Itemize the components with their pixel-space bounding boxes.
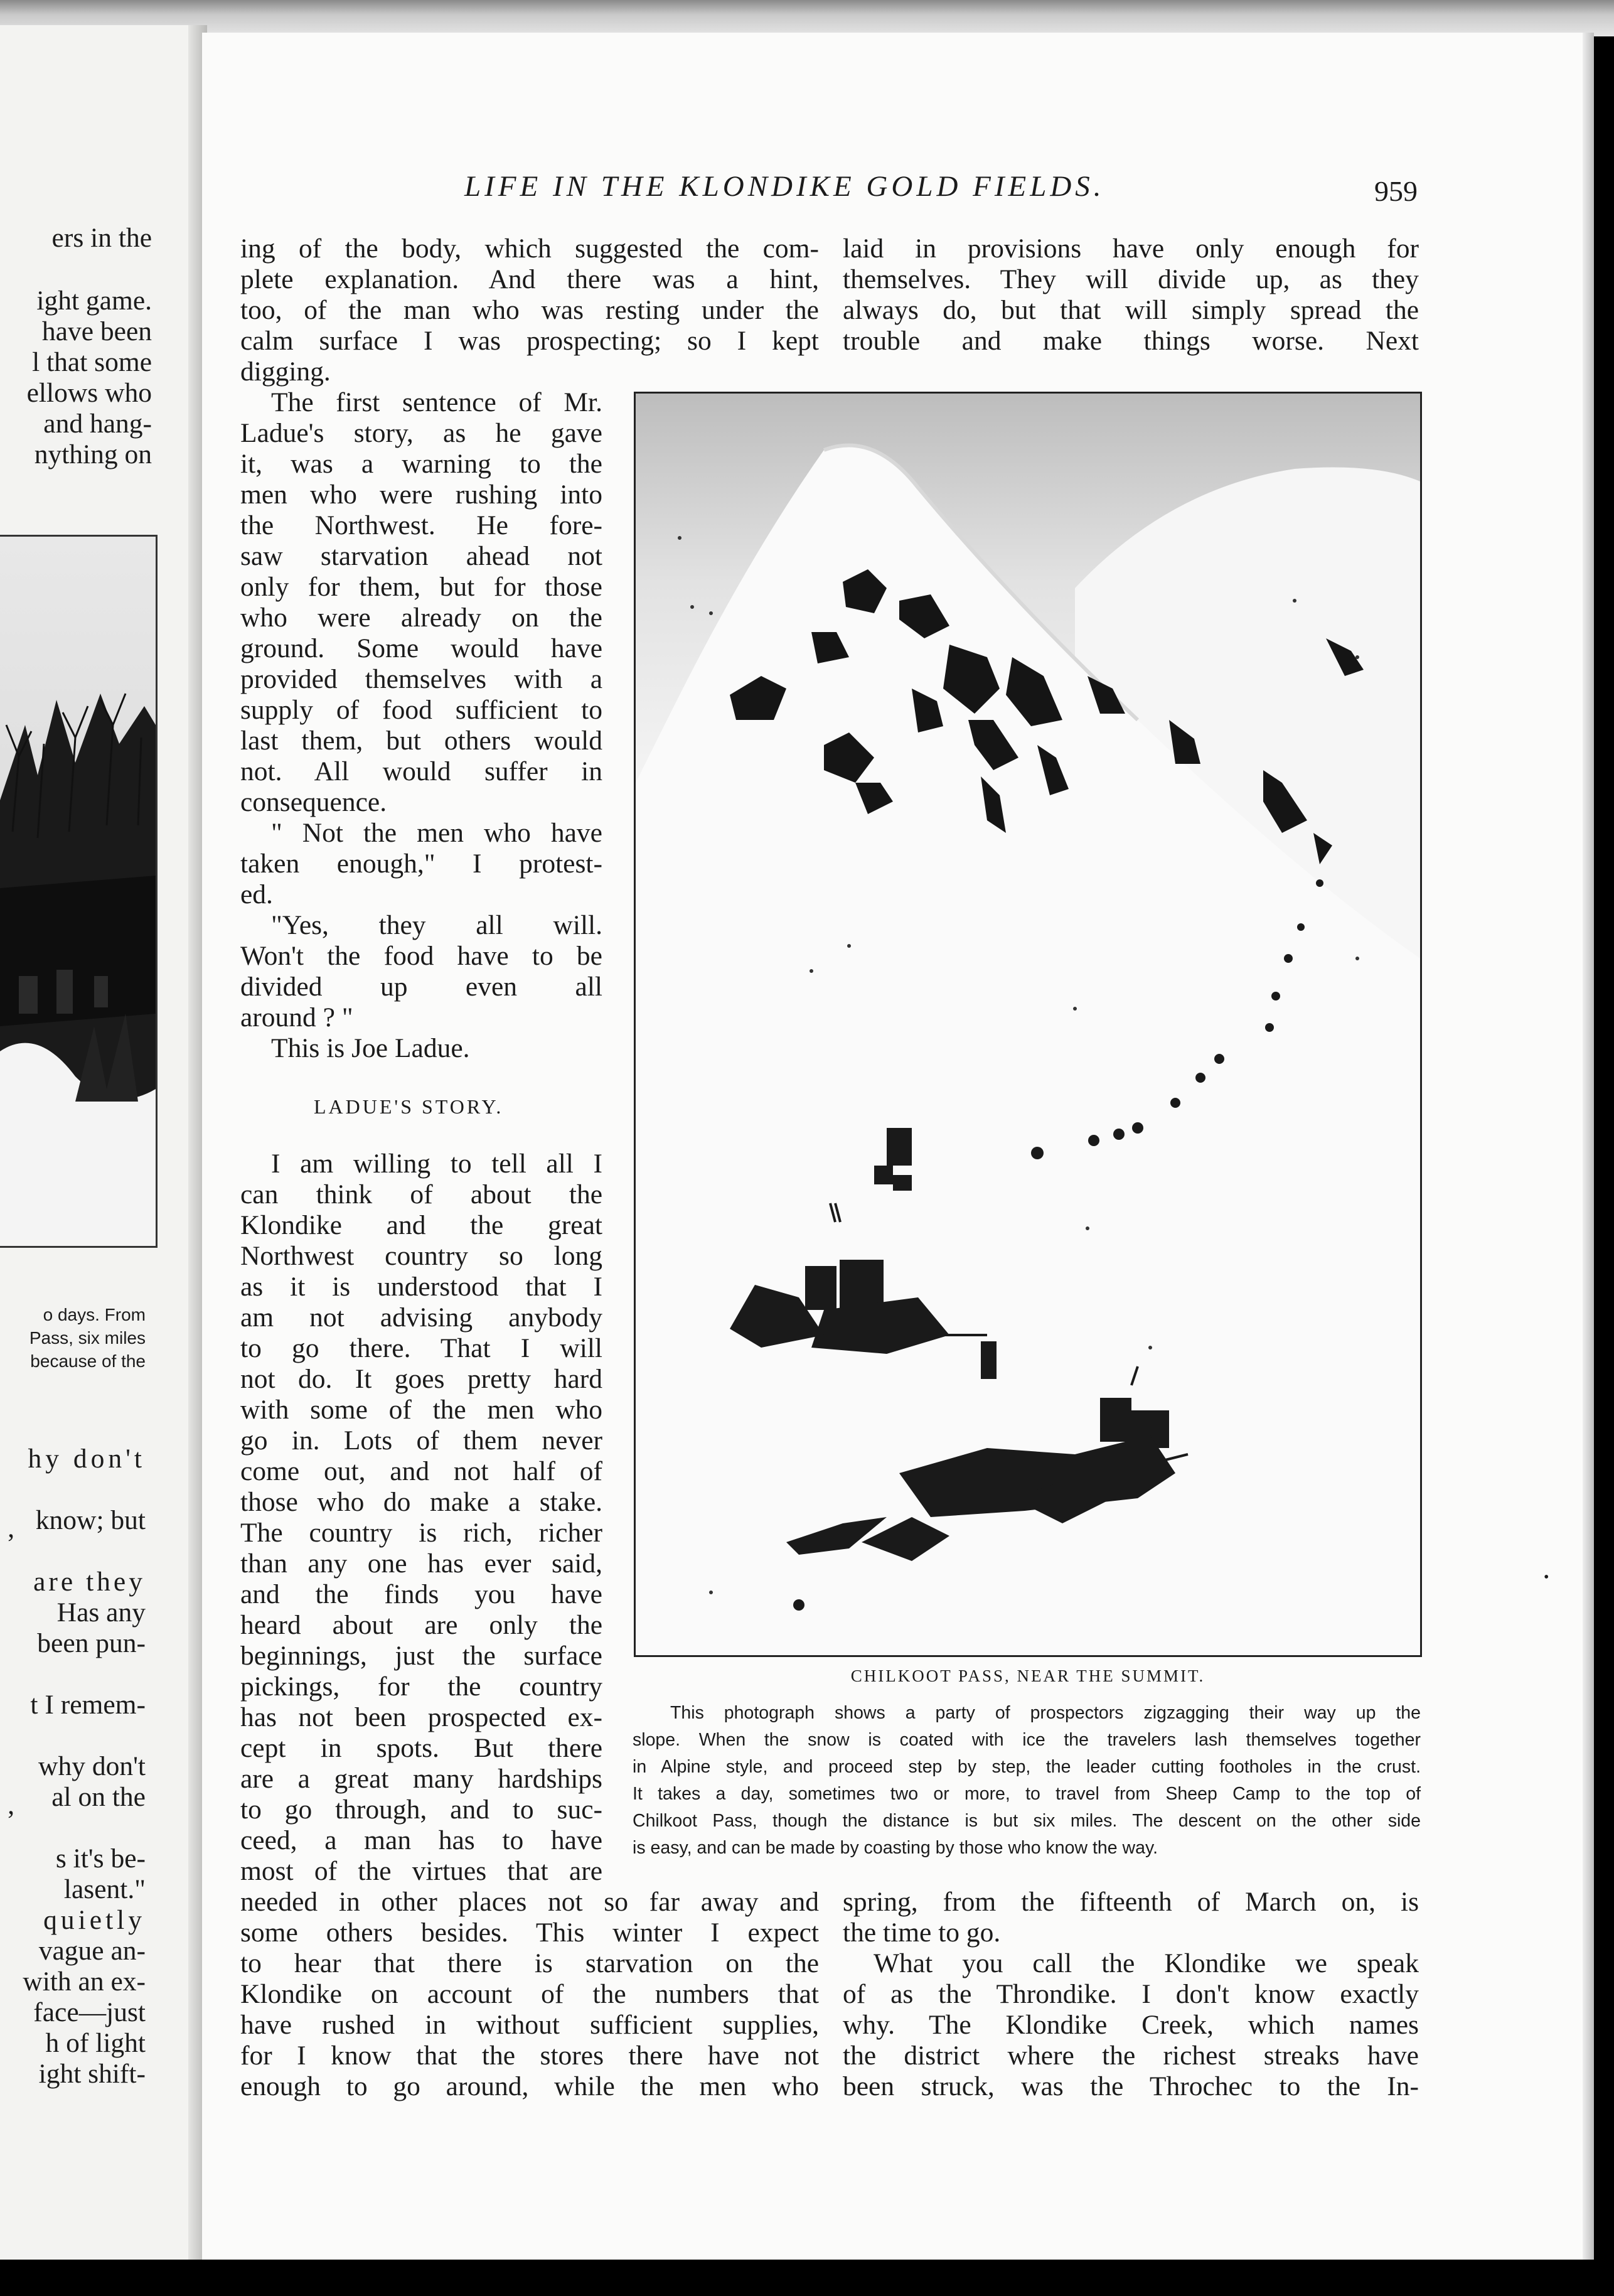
text-line: cept in spots. But there — [240, 1733, 602, 1763]
text-line: can think of about the — [240, 1179, 602, 1210]
text-line: heard about are only the — [240, 1610, 602, 1640]
left-line: quietly — [43, 1905, 146, 1935]
left-line: with an ex- — [23, 1966, 146, 1997]
text-line: supply of food sufficient to — [240, 695, 602, 725]
section-heading: LADUE'S STORY. — [314, 1095, 504, 1118]
text-line: Ladue's story, as he gave — [240, 418, 602, 448]
text-line: The country is rich, richer — [240, 1518, 602, 1548]
text-line: only for them, but for those — [240, 572, 602, 602]
text-line: of as the Throndike. I don't know exactly — [843, 1979, 1419, 2009]
text-line: enough to go around, while the men who — [240, 2071, 819, 2101]
text-line: not do. It goes pretty hard — [240, 1364, 602, 1394]
text-line: to go there. That I will — [240, 1333, 602, 1363]
left-line: al on the — [51, 1782, 146, 1812]
running-head: LIFE IN THE KLONDIKE GOLD FIELDS. — [464, 170, 1105, 203]
text-line: ing of the body, which suggested the com- — [240, 233, 819, 264]
text-line: themselves. They will divide up, as they — [843, 264, 1419, 294]
text-line: trouble and make things worse. Next — [843, 326, 1419, 356]
left-page-photo — [0, 535, 158, 1248]
text-line: as it is understood that I — [240, 1272, 602, 1302]
text-line: go in. Lots of them never — [240, 1425, 602, 1456]
text-line: are a great many hardships — [240, 1764, 602, 1794]
text-line: has not been prospected ex- — [240, 1702, 602, 1732]
left-line: lasent." — [63, 1874, 146, 1904]
caption-line: It takes a day, sometimes two or more, to travel from Sheep Camp to the top of — [633, 1784, 1421, 1804]
text-line: taken enough," I protest- — [240, 849, 602, 879]
text-line: who were already on the — [240, 603, 602, 633]
text-line: with some of the men who — [240, 1395, 602, 1425]
left-line: h of light — [45, 2028, 146, 2058]
text-line: than any one has ever said, — [240, 1548, 602, 1579]
scan-top-edge — [0, 0, 1614, 36]
left-line: why don't — [38, 1751, 146, 1781]
left-line: t I remem- — [30, 1690, 146, 1720]
text-line: and the finds you have — [240, 1579, 602, 1609]
left-line: s it's be- — [55, 1843, 146, 1874]
text-line: not. All would suffer in — [240, 756, 602, 786]
left-line: and hang- — [43, 409, 152, 439]
text-line: What you call the Klondike we speak — [874, 1948, 1419, 1978]
left-line: ’ — [6, 1528, 16, 1558]
text-line: needed in other places not so far away and — [240, 1887, 819, 1917]
text-line: it, was a warning to the — [240, 449, 602, 479]
text-line: provided themselves with a — [240, 664, 602, 694]
text-line: am not advising anybody — [240, 1302, 602, 1333]
left-line: ellows who — [26, 378, 152, 408]
caption-line: This photograph shows a party of prospectors zigzagging their way up the — [670, 1703, 1421, 1723]
left-caption-line: because of the — [30, 1351, 146, 1371]
left-line: nything on — [34, 439, 152, 469]
scan-bottom-edge — [0, 2260, 1614, 2296]
text-line: those who do make a stake. — [240, 1487, 602, 1517]
text-line: "Yes, they all will. — [271, 910, 602, 940]
caption-line: slope. When the snow is coated with ice the travelers lash themselves together — [633, 1730, 1421, 1750]
left-line: vague an- — [38, 1936, 146, 1966]
left-line: ’ — [6, 1805, 16, 1835]
text-line: ceed, a man has to have — [240, 1825, 602, 1855]
text-line: men who were rushing into — [240, 480, 602, 510]
text-line: around ? " — [240, 1002, 353, 1033]
text-line: the time to go. — [843, 1918, 1001, 1948]
text-line: ground. Some would have — [240, 633, 602, 663]
left-caption-line: o days. From — [43, 1305, 146, 1324]
chilkoot-pass-photo — [634, 392, 1422, 1657]
text-line: to go through, and to suc- — [240, 1794, 602, 1825]
text-line: saw starvation ahead not — [240, 541, 602, 571]
left-line: Has any — [56, 1597, 146, 1628]
left-line: ight shift- — [38, 2059, 146, 2089]
text-line: This is Joe Ladue. — [271, 1033, 470, 1063]
text-line: I am willing to tell all I — [271, 1149, 602, 1179]
text-line: always do, but that will simply spread the — [843, 295, 1419, 325]
left-line: know; but — [35, 1505, 146, 1535]
caption-line: in Alpine style, and proceed step by step, the leader cutting footholes in the crust. — [633, 1757, 1421, 1777]
text-line: calm surface I was prospecting; so I kept — [240, 326, 819, 356]
photo-caption-title: CHILKOOT PASS, NEAR THE SUMMIT. — [850, 1666, 1205, 1685]
left-line: l that some — [32, 347, 152, 377]
text-line: spring, from the fifteenth of March on, is — [843, 1887, 1419, 1917]
text-line: The first sentence of Mr. — [271, 387, 602, 417]
text-line: pickings, for the country — [240, 1671, 602, 1702]
text-line: laid in provisions have only enough for — [843, 233, 1419, 264]
caption-line: Chilkoot Pass, though the distance is but six miles. The descent on the other side — [633, 1811, 1421, 1831]
text-line: some others besides. This winter I expect — [240, 1918, 819, 1948]
left-line: face—just — [33, 1997, 146, 2027]
page-right-edge — [1583, 33, 1594, 2260]
text-line: the district where the richest streaks have — [843, 2041, 1419, 2071]
text-line: Won't the food have to be — [240, 941, 602, 971]
caption-line: is easy, and can be made by coasting by those who know the way. — [633, 1838, 1158, 1858]
left-line: have been — [41, 316, 152, 346]
text-line: Northwest country so long — [240, 1241, 602, 1271]
left-caption-line: Pass, six miles — [29, 1328, 146, 1348]
left-line: ight game. — [36, 286, 152, 316]
text-line: divided up even all — [240, 972, 602, 1002]
page-number: 959 — [1374, 175, 1418, 207]
text-line: beginnings, just the surface — [240, 1641, 602, 1671]
text-line: too, of the man who was resting under the — [240, 295, 819, 325]
text-line: to hear that there is starvation on the — [240, 1948, 819, 1978]
text-line: have rushed in without sufficient supplies, — [240, 2010, 819, 2040]
left-line: are they — [33, 1567, 146, 1597]
text-line: digging. — [240, 357, 331, 387]
left-line: hy don't — [28, 1444, 146, 1474]
text-line: ed. — [240, 879, 273, 909]
text-line: most of the virtues that are — [240, 1856, 602, 1886]
text-line: for I know that the stores there have not — [240, 2041, 819, 2071]
text-line: come out, and not half of — [240, 1456, 602, 1486]
text-line: " Not the men who have — [271, 818, 602, 848]
text-line: why. The Klondike Creek, which names — [843, 2010, 1419, 2040]
text-line: consequence. — [240, 787, 387, 817]
left-line: ers in the — [51, 223, 152, 253]
left-line: been pun- — [37, 1628, 146, 1658]
text-line: last them, but others would — [240, 726, 602, 756]
text-line: been struck, was the Throchec to the In- — [843, 2071, 1419, 2101]
text-line: Klondike on account of the numbers that — [240, 1979, 819, 2009]
margin-mark: • — [1544, 1569, 1549, 1585]
text-line: plete explanation. And there was a hint, — [240, 264, 819, 294]
text-line: Klondike and the great — [240, 1210, 602, 1240]
text-line: the Northwest. He fore- — [240, 510, 602, 540]
